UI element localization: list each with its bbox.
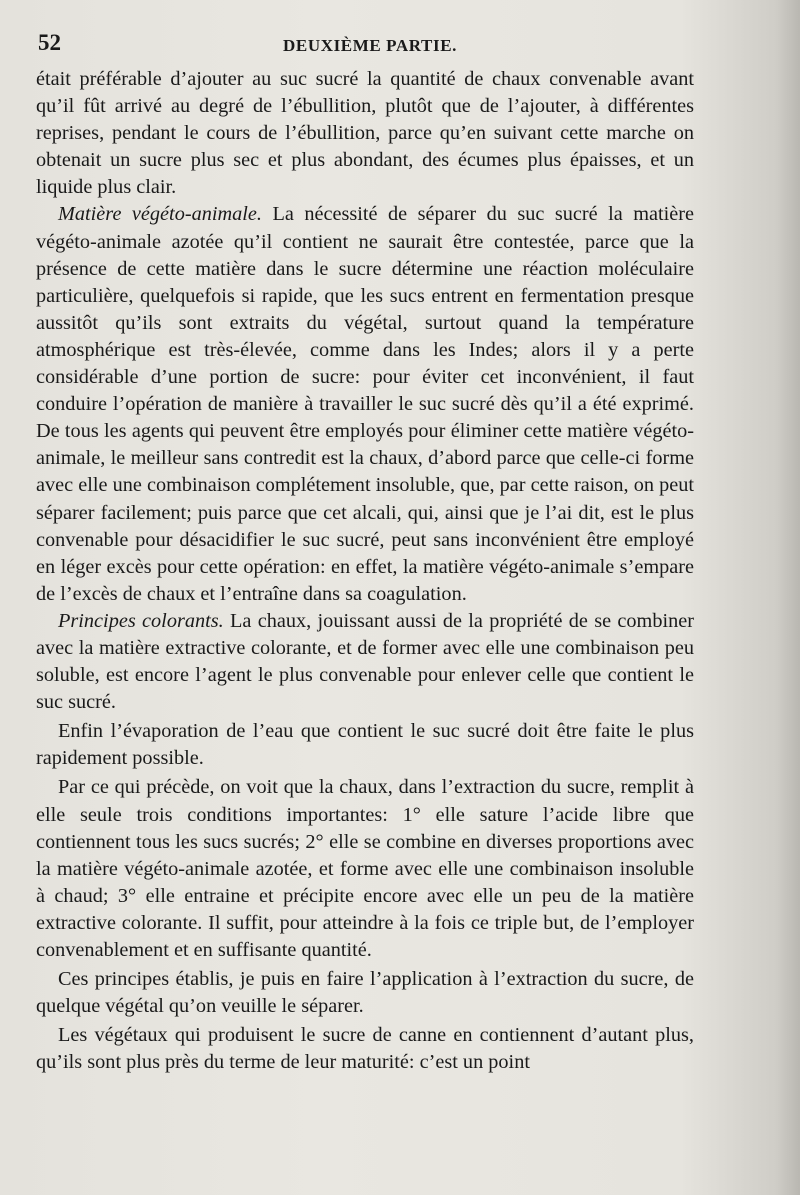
paragraph xyxy=(36,774,694,964)
paragraph-text: La nécessité de séparer du suc sucré la matière végéto-animale azotée qu’il contient ne saurait être contestée, parce que la présence de cette matière dans le sucre détermine une réaction moléculaire particulière, quelquefois si rapide, que les sucs entrent en fermentation presque aussitôt qu’ils sont extraits du végétal, surtout quand la température atmosphérique est très-élevée, comme dans les Indes; alors il y a perte considérable d’une portion de sucre: pour éviter cet inconvénient, il faut conduire l’opération de manière à travailler le suc sucré dès qu’il a été exprimé. De tous les agents qui peuvent être employés pour éliminer cette matière végéto-animale, le meilleur sans contredit est la chaux, d’abord parce que celle-ci forme avec elle une combinaison complétement insoluble, que, par cette raison, on peut séparer facilement; puis parce que cet alcali, qui, ainsi que je l’ai dit, est le plus convenable pour désacidifier le suc sucré, peut sans inconvénient être employé en léger excès pour cette opération: en effet, la matière végéto-animale s’empare de l’excès de chaux et l’entraîne dans sa coagulation. xyxy=(36,203,694,605)
paragraph-text: Ces principes établis, je puis en faire l’application à l’extraction du sucre, de quelque végétal qu’on veuille le séparer. xyxy=(36,968,694,1018)
paragraph-text: Les végétaux qui produisent le sucre de canne en contiennent d’autant plus, qu’ils sont plus près du terme de leur maturité: c’est un point xyxy=(36,1024,694,1074)
running-head: DEUXIÈME PARTIE. xyxy=(283,36,457,55)
page-body xyxy=(36,66,694,1076)
paragraph xyxy=(36,966,694,1020)
paragraph xyxy=(36,201,694,607)
section-heading: Matière végéto-animale. xyxy=(58,203,262,226)
page-header xyxy=(38,30,698,60)
paragraph-text: Enfin l’évaporation de l’eau que contient le suc sucré doit être faite le plus rapidement possible. xyxy=(36,720,694,770)
section-heading: Principes colorants. xyxy=(58,609,224,632)
paragraph xyxy=(36,1022,694,1076)
paragraph xyxy=(36,608,694,716)
paragraph-text: La chaux, jouissant aussi de la propriété de se combiner avec la matière extractive colorante, et de former avec elle une combinaison peu soluble, est encore l’agent le plus convenable pour enlever celle que contient le suc sucré. xyxy=(36,609,694,714)
paragraph xyxy=(36,66,694,201)
page-number: 52 xyxy=(38,30,61,55)
paragraph xyxy=(36,718,694,772)
paragraph-text: était préférable d’ajouter au suc sucré la quantité de chaux convenable avant qu’il fût arrivé au degré de l’ébullition, plutôt que de l’ajouter, à différentes reprises, pendant le cours de l’ébullition, parce qu’en suivant cette marche on obtenait un sucre plus sec et plus abondant, des écumes plus épaisses, et un liquide plus clair. xyxy=(36,68,694,199)
paragraph-text: Par ce qui précède, on voit que la chaux, dans l’extraction du sucre, remplit à elle seule trois conditions importantes: 1° elle sature l’acide libre que contiennent tous les sucs sucrés; 2° elle se combine en diverses proportions avec la matière végéto-animale azotée, et forme avec elle une combinaison insoluble à chaud; 3° elle entraine et précipite encore avec elle un peu de la matière extractive colorante. Il suffit, pour atteindre à la fois ce triple but, de l’employer convenablement et en suffisante quantité. xyxy=(36,776,694,961)
